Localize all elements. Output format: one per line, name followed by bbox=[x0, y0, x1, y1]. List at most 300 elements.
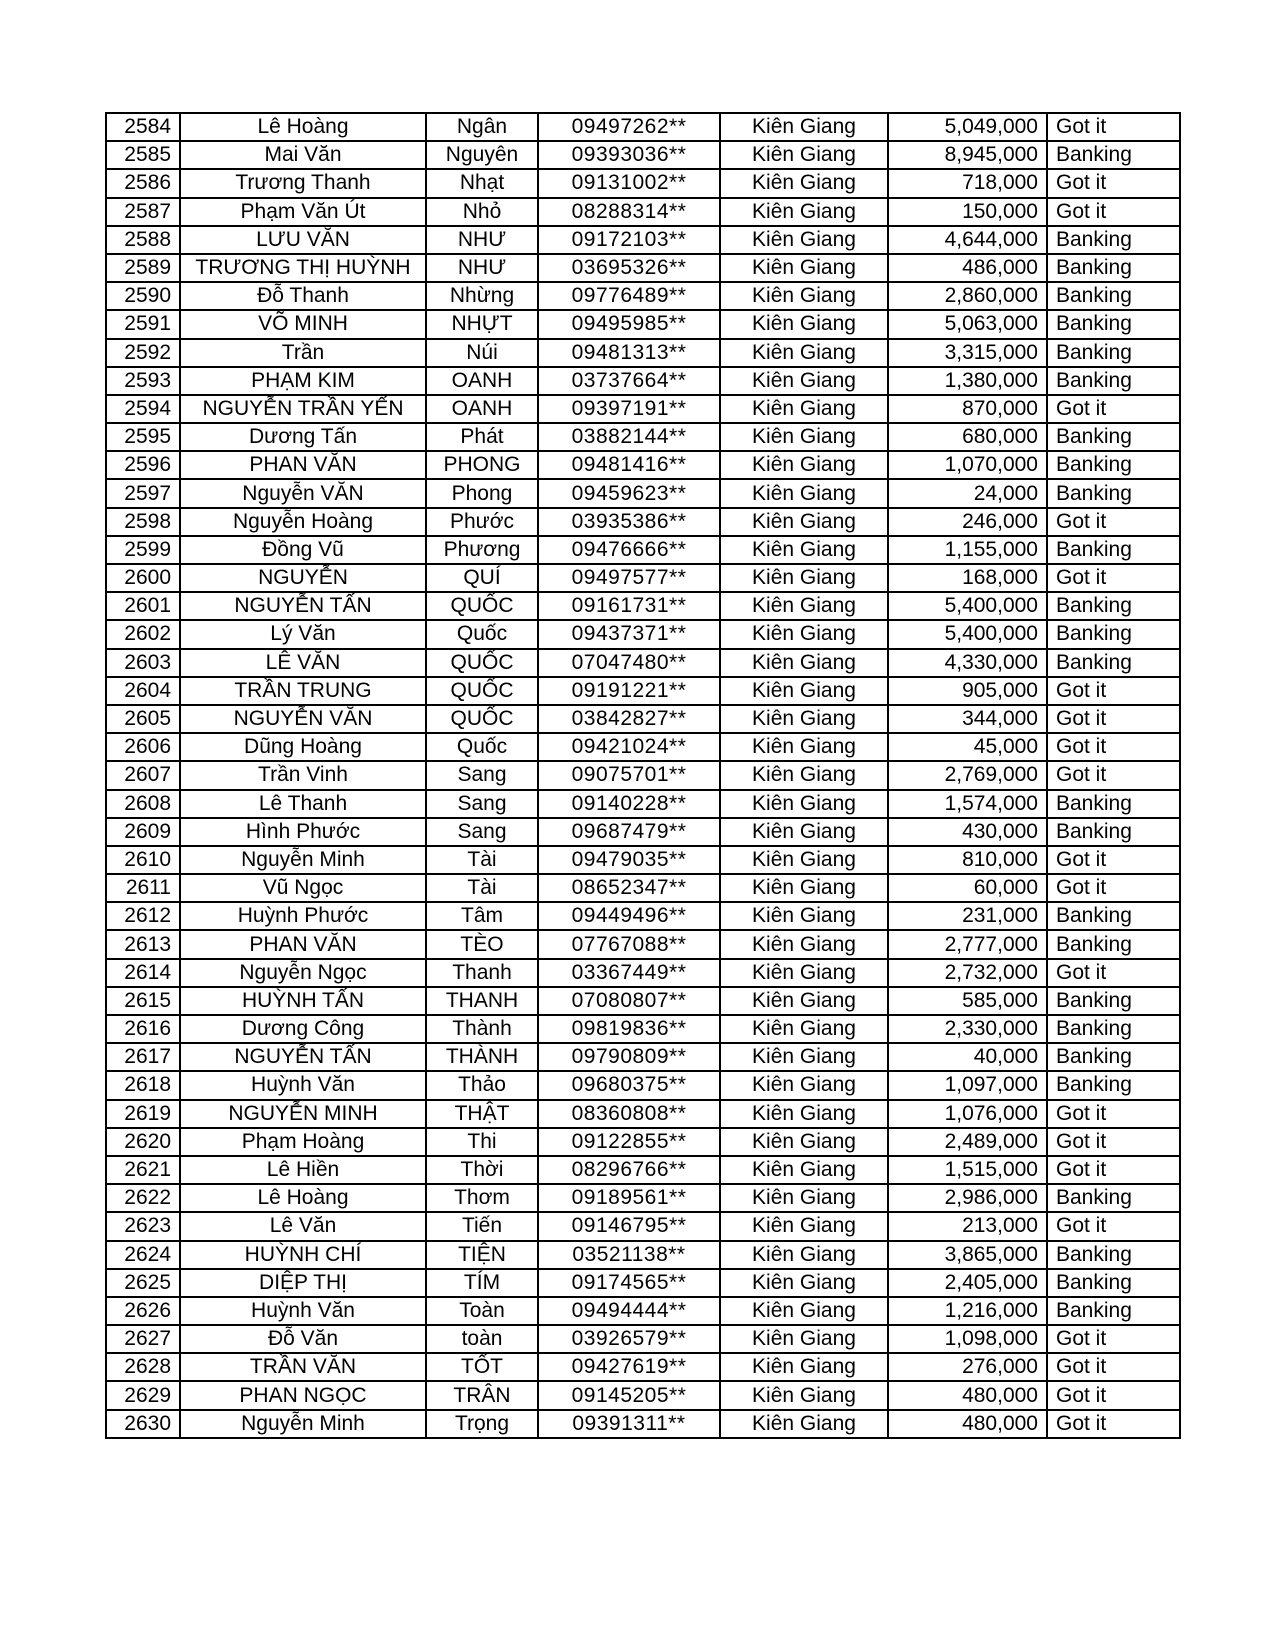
given-name-cell: Sang bbox=[426, 818, 538, 846]
family-name-cell: HUỲNH CHÍ bbox=[180, 1241, 426, 1269]
amount-cell: 680,000 bbox=[888, 423, 1047, 451]
table-row bbox=[106, 733, 1180, 761]
given-name-cell: TÈO bbox=[426, 930, 538, 958]
phone-cell: 08360808** bbox=[538, 1100, 720, 1128]
row-number-cell: 2585 bbox=[106, 141, 180, 169]
table-row bbox=[106, 282, 1180, 310]
amount-cell: 276,000 bbox=[888, 1353, 1047, 1381]
row-number-cell: 2597 bbox=[106, 479, 180, 507]
province-cell: Kiên Giang bbox=[720, 874, 888, 902]
amount-cell: 213,000 bbox=[888, 1212, 1047, 1240]
row-number-cell: 2600 bbox=[106, 564, 180, 592]
amount-cell: 5,049,000 bbox=[888, 113, 1047, 141]
table-row bbox=[106, 536, 1180, 564]
given-name-cell: THẬT bbox=[426, 1100, 538, 1128]
family-name-cell: Đỗ Văn bbox=[180, 1325, 426, 1353]
phone-cell: 09790809** bbox=[538, 1043, 720, 1071]
table-row bbox=[106, 1043, 1180, 1071]
given-name-cell: NHỰT bbox=[426, 310, 538, 338]
family-name-cell: NGUYỄN bbox=[180, 564, 426, 592]
row-number-cell: 2628 bbox=[106, 1353, 180, 1381]
family-name-cell: Nguyễn VĂN bbox=[180, 479, 426, 507]
province-cell: Kiên Giang bbox=[720, 705, 888, 733]
table-row bbox=[106, 169, 1180, 197]
phone-cell: 09397191** bbox=[538, 395, 720, 423]
table-row bbox=[106, 1325, 1180, 1353]
amount-cell: 1,155,000 bbox=[888, 536, 1047, 564]
province-cell: Kiên Giang bbox=[720, 395, 888, 423]
phone-cell: 09393036** bbox=[538, 141, 720, 169]
amount-cell: 3,865,000 bbox=[888, 1241, 1047, 1269]
table-row bbox=[106, 1269, 1180, 1297]
status-cell: Got it bbox=[1047, 1410, 1180, 1438]
row-number-cell: 2599 bbox=[106, 536, 180, 564]
amount-cell: 430,000 bbox=[888, 818, 1047, 846]
given-name-cell: Thảo bbox=[426, 1071, 538, 1099]
phone-cell: 08296766** bbox=[538, 1156, 720, 1184]
given-name-cell: OANH bbox=[426, 395, 538, 423]
amount-cell: 4,644,000 bbox=[888, 226, 1047, 254]
phone-cell: 09497262** bbox=[538, 113, 720, 141]
phone-cell: 03521138** bbox=[538, 1241, 720, 1269]
phone-cell: 09140228** bbox=[538, 790, 720, 818]
given-name-cell: Phước bbox=[426, 508, 538, 536]
amount-cell: 2,732,000 bbox=[888, 959, 1047, 987]
province-cell: Kiên Giang bbox=[720, 113, 888, 141]
phone-cell: 09476666** bbox=[538, 536, 720, 564]
phone-cell: 09437371** bbox=[538, 620, 720, 648]
province-cell: Kiên Giang bbox=[720, 1100, 888, 1128]
row-number-cell: 2617 bbox=[106, 1043, 180, 1071]
given-name-cell: Phương bbox=[426, 536, 538, 564]
family-name-cell: Hình Phước bbox=[180, 818, 426, 846]
given-name-cell: QUÍ bbox=[426, 564, 538, 592]
province-cell: Kiên Giang bbox=[720, 1071, 888, 1099]
status-cell: Got it bbox=[1047, 705, 1180, 733]
amount-cell: 2,405,000 bbox=[888, 1269, 1047, 1297]
amount-cell: 3,315,000 bbox=[888, 339, 1047, 367]
table-row bbox=[106, 113, 1180, 141]
amount-cell: 2,986,000 bbox=[888, 1184, 1047, 1212]
table-row bbox=[106, 310, 1180, 338]
amount-cell: 480,000 bbox=[888, 1381, 1047, 1409]
family-name-cell: NGUYỄN MINH bbox=[180, 1100, 426, 1128]
given-name-cell: Tiến bbox=[426, 1212, 538, 1240]
phone-cell: 07767088** bbox=[538, 930, 720, 958]
row-number-cell: 2601 bbox=[106, 592, 180, 620]
status-cell: Got it bbox=[1047, 959, 1180, 987]
row-number-cell: 2612 bbox=[106, 902, 180, 930]
row-number-cell: 2614 bbox=[106, 959, 180, 987]
row-number-cell: 2629 bbox=[106, 1381, 180, 1409]
amount-cell: 718,000 bbox=[888, 169, 1047, 197]
amount-cell: 486,000 bbox=[888, 254, 1047, 282]
status-cell: Got it bbox=[1047, 508, 1180, 536]
family-name-cell: Lý Văn bbox=[180, 620, 426, 648]
status-cell: Got it bbox=[1047, 733, 1180, 761]
status-cell: Banking bbox=[1047, 1184, 1180, 1212]
row-number-cell: 2594 bbox=[106, 395, 180, 423]
province-cell: Kiên Giang bbox=[720, 226, 888, 254]
amount-cell: 810,000 bbox=[888, 846, 1047, 874]
phone-cell: 09172103** bbox=[538, 226, 720, 254]
amount-cell: 24,000 bbox=[888, 479, 1047, 507]
amount-cell: 585,000 bbox=[888, 987, 1047, 1015]
table-row bbox=[106, 846, 1180, 874]
table-row bbox=[106, 1100, 1180, 1128]
province-cell: Kiên Giang bbox=[720, 1015, 888, 1043]
amount-cell: 1,380,000 bbox=[888, 367, 1047, 395]
phone-cell: 03935386** bbox=[538, 508, 720, 536]
phone-cell: 03882144** bbox=[538, 423, 720, 451]
given-name-cell: Nhạt bbox=[426, 169, 538, 197]
status-cell: Banking bbox=[1047, 790, 1180, 818]
family-name-cell: HUỲNH TẤN bbox=[180, 987, 426, 1015]
given-name-cell: Trọng bbox=[426, 1410, 538, 1438]
family-name-cell: Lê Văn bbox=[180, 1212, 426, 1240]
given-name-cell: Thơm bbox=[426, 1184, 538, 1212]
province-cell: Kiên Giang bbox=[720, 930, 888, 958]
phone-cell: 09075701** bbox=[538, 761, 720, 789]
family-name-cell: Phạm Văn Út bbox=[180, 198, 426, 226]
table-row bbox=[106, 1381, 1180, 1409]
family-name-cell: TRẦN VĂN bbox=[180, 1353, 426, 1381]
status-cell: Banking bbox=[1047, 1071, 1180, 1099]
amount-cell: 1,098,000 bbox=[888, 1325, 1047, 1353]
row-number-cell: 2622 bbox=[106, 1184, 180, 1212]
given-name-cell: THANH bbox=[426, 987, 538, 1015]
row-number-cell: 2588 bbox=[106, 226, 180, 254]
status-cell: Got it bbox=[1047, 1212, 1180, 1240]
table-row bbox=[106, 677, 1180, 705]
table-row bbox=[106, 508, 1180, 536]
family-name-cell: Trần bbox=[180, 339, 426, 367]
given-name-cell: TRÂN bbox=[426, 1381, 538, 1409]
given-name-cell: Phong bbox=[426, 479, 538, 507]
phone-cell: 09131002** bbox=[538, 169, 720, 197]
given-name-cell: NHƯ bbox=[426, 254, 538, 282]
family-name-cell: Dương Công bbox=[180, 1015, 426, 1043]
amount-cell: 45,000 bbox=[888, 733, 1047, 761]
phone-cell: 09122855** bbox=[538, 1128, 720, 1156]
family-name-cell: Mai Văn bbox=[180, 141, 426, 169]
province-cell: Kiên Giang bbox=[720, 451, 888, 479]
phone-cell: 08288314** bbox=[538, 198, 720, 226]
family-name-cell: PHAN VĂN bbox=[180, 930, 426, 958]
given-name-cell: NHƯ bbox=[426, 226, 538, 254]
table-row bbox=[106, 705, 1180, 733]
province-cell: Kiên Giang bbox=[720, 169, 888, 197]
family-name-cell: Trương Thanh bbox=[180, 169, 426, 197]
province-cell: Kiên Giang bbox=[720, 1043, 888, 1071]
row-number-cell: 2619 bbox=[106, 1100, 180, 1128]
status-cell: Banking bbox=[1047, 536, 1180, 564]
province-cell: Kiên Giang bbox=[720, 536, 888, 564]
given-name-cell: Sang bbox=[426, 790, 538, 818]
table-row bbox=[106, 254, 1180, 282]
province-cell: Kiên Giang bbox=[720, 1325, 888, 1353]
row-number-cell: 2598 bbox=[106, 508, 180, 536]
amount-cell: 150,000 bbox=[888, 198, 1047, 226]
phone-cell: 07080807** bbox=[538, 987, 720, 1015]
family-name-cell: NGUYỄN VĂN bbox=[180, 705, 426, 733]
table-row bbox=[106, 1241, 1180, 1269]
family-name-cell: Huỳnh Văn bbox=[180, 1297, 426, 1325]
status-cell: Got it bbox=[1047, 395, 1180, 423]
amount-cell: 905,000 bbox=[888, 677, 1047, 705]
row-number-cell: 2584 bbox=[106, 113, 180, 141]
status-cell: Banking bbox=[1047, 1241, 1180, 1269]
amount-cell: 1,076,000 bbox=[888, 1100, 1047, 1128]
amount-cell: 5,400,000 bbox=[888, 592, 1047, 620]
row-number-cell: 2626 bbox=[106, 1297, 180, 1325]
amount-cell: 1,216,000 bbox=[888, 1297, 1047, 1325]
status-cell: Got it bbox=[1047, 1156, 1180, 1184]
province-cell: Kiên Giang bbox=[720, 649, 888, 677]
row-number-cell: 2621 bbox=[106, 1156, 180, 1184]
status-cell: Banking bbox=[1047, 141, 1180, 169]
province-cell: Kiên Giang bbox=[720, 1353, 888, 1381]
province-cell: Kiên Giang bbox=[720, 564, 888, 592]
given-name-cell: Nhỏ bbox=[426, 198, 538, 226]
row-number-cell: 2611 bbox=[106, 874, 180, 902]
table-row bbox=[106, 423, 1180, 451]
row-number-cell: 2604 bbox=[106, 677, 180, 705]
status-cell: Got it bbox=[1047, 1353, 1180, 1381]
status-cell: Banking bbox=[1047, 902, 1180, 930]
family-name-cell: Lê Hoàng bbox=[180, 113, 426, 141]
family-name-cell: Lê Hiền bbox=[180, 1156, 426, 1184]
given-name-cell: Thi bbox=[426, 1128, 538, 1156]
table-row bbox=[106, 1156, 1180, 1184]
province-cell: Kiên Giang bbox=[720, 339, 888, 367]
family-name-cell: LÊ VĂN bbox=[180, 649, 426, 677]
status-cell: Got it bbox=[1047, 677, 1180, 705]
given-name-cell: TÍM bbox=[426, 1269, 538, 1297]
given-name-cell: Ngân bbox=[426, 113, 538, 141]
table-row bbox=[106, 959, 1180, 987]
amount-cell: 1,070,000 bbox=[888, 451, 1047, 479]
given-name-cell: Nguyên bbox=[426, 141, 538, 169]
table-row bbox=[106, 818, 1180, 846]
amount-cell: 1,574,000 bbox=[888, 790, 1047, 818]
province-cell: Kiên Giang bbox=[720, 1297, 888, 1325]
family-name-cell: Nguyễn Hoàng bbox=[180, 508, 426, 536]
phone-cell: 09427619** bbox=[538, 1353, 720, 1381]
row-number-cell: 2625 bbox=[106, 1269, 180, 1297]
family-name-cell: PHẠM KIM bbox=[180, 367, 426, 395]
status-cell: Got it bbox=[1047, 198, 1180, 226]
amount-cell: 5,063,000 bbox=[888, 310, 1047, 338]
province-cell: Kiên Giang bbox=[720, 592, 888, 620]
province-cell: Kiên Giang bbox=[720, 790, 888, 818]
status-cell: Banking bbox=[1047, 592, 1180, 620]
table-row bbox=[106, 592, 1180, 620]
amount-cell: 2,769,000 bbox=[888, 761, 1047, 789]
given-name-cell: Nhừng bbox=[426, 282, 538, 310]
phone-cell: 09145205** bbox=[538, 1381, 720, 1409]
table-row bbox=[106, 761, 1180, 789]
amount-cell: 870,000 bbox=[888, 395, 1047, 423]
given-name-cell: Tài bbox=[426, 846, 538, 874]
given-name-cell: Thành bbox=[426, 1015, 538, 1043]
phone-cell: 09494444** bbox=[538, 1297, 720, 1325]
row-number-cell: 2618 bbox=[106, 1071, 180, 1099]
status-cell: Got it bbox=[1047, 1381, 1180, 1409]
family-name-cell: Nguyễn Minh bbox=[180, 1410, 426, 1438]
row-number-cell: 2627 bbox=[106, 1325, 180, 1353]
phone-cell: 09391311** bbox=[538, 1410, 720, 1438]
amount-cell: 2,860,000 bbox=[888, 282, 1047, 310]
province-cell: Kiên Giang bbox=[720, 620, 888, 648]
status-cell: Got it bbox=[1047, 761, 1180, 789]
amount-cell: 1,097,000 bbox=[888, 1071, 1047, 1099]
table-row bbox=[106, 141, 1180, 169]
phone-cell: 09687479** bbox=[538, 818, 720, 846]
given-name-cell: Phát bbox=[426, 423, 538, 451]
table-row bbox=[106, 451, 1180, 479]
family-name-cell: NGUYỄN TRẦN YẾN bbox=[180, 395, 426, 423]
province-cell: Kiên Giang bbox=[720, 987, 888, 1015]
given-name-cell: Quốc bbox=[426, 620, 538, 648]
status-cell: Banking bbox=[1047, 620, 1180, 648]
table-row bbox=[106, 930, 1180, 958]
table-row bbox=[106, 649, 1180, 677]
family-name-cell: NGUYỄN TẤN bbox=[180, 1043, 426, 1071]
phone-cell: 09819836** bbox=[538, 1015, 720, 1043]
row-number-cell: 2590 bbox=[106, 282, 180, 310]
phone-cell: 09189561** bbox=[538, 1184, 720, 1212]
amount-cell: 480,000 bbox=[888, 1410, 1047, 1438]
phone-cell: 09146795** bbox=[538, 1212, 720, 1240]
phone-cell: 09776489** bbox=[538, 282, 720, 310]
phone-cell: 09459623** bbox=[538, 479, 720, 507]
phone-cell: 09481416** bbox=[538, 451, 720, 479]
province-cell: Kiên Giang bbox=[720, 1241, 888, 1269]
amount-cell: 344,000 bbox=[888, 705, 1047, 733]
phone-cell: 09481313** bbox=[538, 339, 720, 367]
given-name-cell: TỐT bbox=[426, 1353, 538, 1381]
row-number-cell: 2624 bbox=[106, 1241, 180, 1269]
row-number-cell: 2620 bbox=[106, 1128, 180, 1156]
row-number-cell: 2593 bbox=[106, 367, 180, 395]
status-cell: Banking bbox=[1047, 282, 1180, 310]
family-name-cell: Huỳnh Phước bbox=[180, 902, 426, 930]
row-number-cell: 2607 bbox=[106, 761, 180, 789]
province-cell: Kiên Giang bbox=[720, 508, 888, 536]
given-name-cell: QUỐC bbox=[426, 705, 538, 733]
phone-cell: 03695326** bbox=[538, 254, 720, 282]
family-name-cell: DIỆP THỊ bbox=[180, 1269, 426, 1297]
phone-cell: 09495985** bbox=[538, 310, 720, 338]
amount-cell: 2,777,000 bbox=[888, 930, 1047, 958]
status-cell: Banking bbox=[1047, 818, 1180, 846]
province-cell: Kiên Giang bbox=[720, 846, 888, 874]
status-cell: Banking bbox=[1047, 226, 1180, 254]
row-number-cell: 2586 bbox=[106, 169, 180, 197]
province-cell: Kiên Giang bbox=[720, 141, 888, 169]
province-cell: Kiên Giang bbox=[720, 1128, 888, 1156]
phone-cell: 09421024** bbox=[538, 733, 720, 761]
table-row bbox=[106, 198, 1180, 226]
status-cell: Got it bbox=[1047, 1100, 1180, 1128]
status-cell: Banking bbox=[1047, 930, 1180, 958]
province-cell: Kiên Giang bbox=[720, 1381, 888, 1409]
phone-cell: 09479035** bbox=[538, 846, 720, 874]
table-row bbox=[106, 620, 1180, 648]
phone-cell: 03367449** bbox=[538, 959, 720, 987]
row-number-cell: 2610 bbox=[106, 846, 180, 874]
amount-cell: 60,000 bbox=[888, 874, 1047, 902]
table-row bbox=[106, 1015, 1180, 1043]
province-cell: Kiên Giang bbox=[720, 423, 888, 451]
given-name-cell: Sang bbox=[426, 761, 538, 789]
province-cell: Kiên Giang bbox=[720, 1212, 888, 1240]
status-cell: Banking bbox=[1047, 1269, 1180, 1297]
table-row bbox=[106, 987, 1180, 1015]
status-cell: Banking bbox=[1047, 1043, 1180, 1071]
status-cell: Got it bbox=[1047, 1325, 1180, 1353]
table-row bbox=[106, 1184, 1180, 1212]
province-cell: Kiên Giang bbox=[720, 1184, 888, 1212]
amount-cell: 4,330,000 bbox=[888, 649, 1047, 677]
province-cell: Kiên Giang bbox=[720, 1410, 888, 1438]
province-cell: Kiên Giang bbox=[720, 677, 888, 705]
province-cell: Kiên Giang bbox=[720, 1269, 888, 1297]
status-cell: Got it bbox=[1047, 169, 1180, 197]
phone-cell: 07047480** bbox=[538, 649, 720, 677]
province-cell: Kiên Giang bbox=[720, 198, 888, 226]
phone-cell: 08652347** bbox=[538, 874, 720, 902]
payout-table-body bbox=[106, 113, 1180, 1438]
family-name-cell: Đỗ Thanh bbox=[180, 282, 426, 310]
given-name-cell: Quốc bbox=[426, 733, 538, 761]
phone-cell: 03926579** bbox=[538, 1325, 720, 1353]
row-number-cell: 2615 bbox=[106, 987, 180, 1015]
payout-table bbox=[105, 112, 1181, 1439]
row-number-cell: 2605 bbox=[106, 705, 180, 733]
status-cell: Banking bbox=[1047, 649, 1180, 677]
table-row bbox=[106, 479, 1180, 507]
province-cell: Kiên Giang bbox=[720, 902, 888, 930]
phone-cell: 03737664** bbox=[538, 367, 720, 395]
table-row bbox=[106, 1410, 1180, 1438]
status-cell: Banking bbox=[1047, 339, 1180, 367]
family-name-cell: PHAN VĂN bbox=[180, 451, 426, 479]
table-row bbox=[106, 367, 1180, 395]
province-cell: Kiên Giang bbox=[720, 818, 888, 846]
family-name-cell: NGUYỄN TẤN bbox=[180, 592, 426, 620]
given-name-cell: OANH bbox=[426, 367, 538, 395]
row-number-cell: 2595 bbox=[106, 423, 180, 451]
amount-cell: 2,330,000 bbox=[888, 1015, 1047, 1043]
given-name-cell: TIỆN bbox=[426, 1241, 538, 1269]
province-cell: Kiên Giang bbox=[720, 1156, 888, 1184]
status-cell: Banking bbox=[1047, 367, 1180, 395]
table-row bbox=[106, 564, 1180, 592]
province-cell: Kiên Giang bbox=[720, 367, 888, 395]
table-row bbox=[106, 395, 1180, 423]
family-name-cell: Đồng Vũ bbox=[180, 536, 426, 564]
given-name-cell: Tài bbox=[426, 874, 538, 902]
phone-cell: 09497577** bbox=[538, 564, 720, 592]
status-cell: Banking bbox=[1047, 1297, 1180, 1325]
row-number-cell: 2591 bbox=[106, 310, 180, 338]
status-cell: Banking bbox=[1047, 423, 1180, 451]
table-row bbox=[106, 226, 1180, 254]
given-name-cell: THÀNH bbox=[426, 1043, 538, 1071]
status-cell: Got it bbox=[1047, 1128, 1180, 1156]
